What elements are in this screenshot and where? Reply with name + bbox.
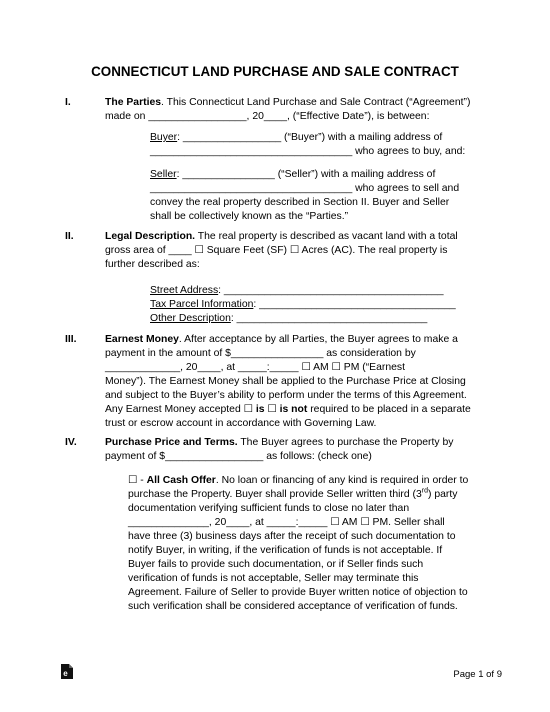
- option-heading: All Cash Offer: [146, 475, 216, 486]
- street-address-line: Street Address: ______________________________________: [150, 285, 444, 296]
- seller-label: Seller: [150, 169, 177, 180]
- section-number: IV.: [65, 437, 77, 448]
- section-heading: Purchase Price and Terms.: [105, 437, 238, 448]
- svg-text:e: e: [63, 669, 68, 678]
- buyer-block: Buyer: _________________ (“Buyer”) with a mailing address of ___________________________________ who agrees to buy, and:: [150, 132, 466, 157]
- page-number: Page 1 of 9: [453, 669, 502, 680]
- section-number: III.: [65, 334, 77, 345]
- checkbox-all-cash[interactable]: ☐ -: [128, 475, 147, 486]
- document-title: CONNECTICUT LAND PURCHASE AND SALE CONTRACT: [91, 64, 459, 79]
- buyer-label: Buyer: [150, 132, 178, 143]
- all-cash-offer-option: ☐ - All Cash Offer. No loan or financing of any kind is required in order to purchase the Property. Buyer shall provide Seller written third (3rd) party documentation verifying sufficient funds to close no later than ______________, 20____, at _____:_____ ☐ AM ☐ PM. Seller shall have three (3) business days after the receipt of such documentation to notify Buyer, in writing, if the verification of funds is not acceptable. If Buyer fails to provide such documentation, or if Seller finds such verification of funds is not acceptable, Seller may terminate this Agreement. Failure of Seller to provide Buyer written notice of objection to such verification shall be considered acceptance of verification of funds.: [128, 475, 469, 612]
- section-heading: Legal Description.: [105, 231, 196, 242]
- property-details: [150, 284, 490, 326]
- section-number: II.: [65, 231, 74, 242]
- section-heading: The Parties: [105, 97, 162, 108]
- eforms-logo-icon: [61, 664, 73, 679]
- section-heading: Earnest Money: [105, 334, 179, 345]
- tax-parcel-line: Tax Parcel Information: __________________________________: [150, 299, 456, 310]
- seller-block: Seller: ________________ (“Seller”) with a mailing address of ___________________________________ who agrees to sell and convey the real property described in Section II. Buyer and Seller shall be collectively known as the “Parties.”: [150, 169, 460, 222]
- section-number: I.: [65, 97, 71, 108]
- other-description-line: Other Description: _________________________________: [150, 313, 428, 324]
